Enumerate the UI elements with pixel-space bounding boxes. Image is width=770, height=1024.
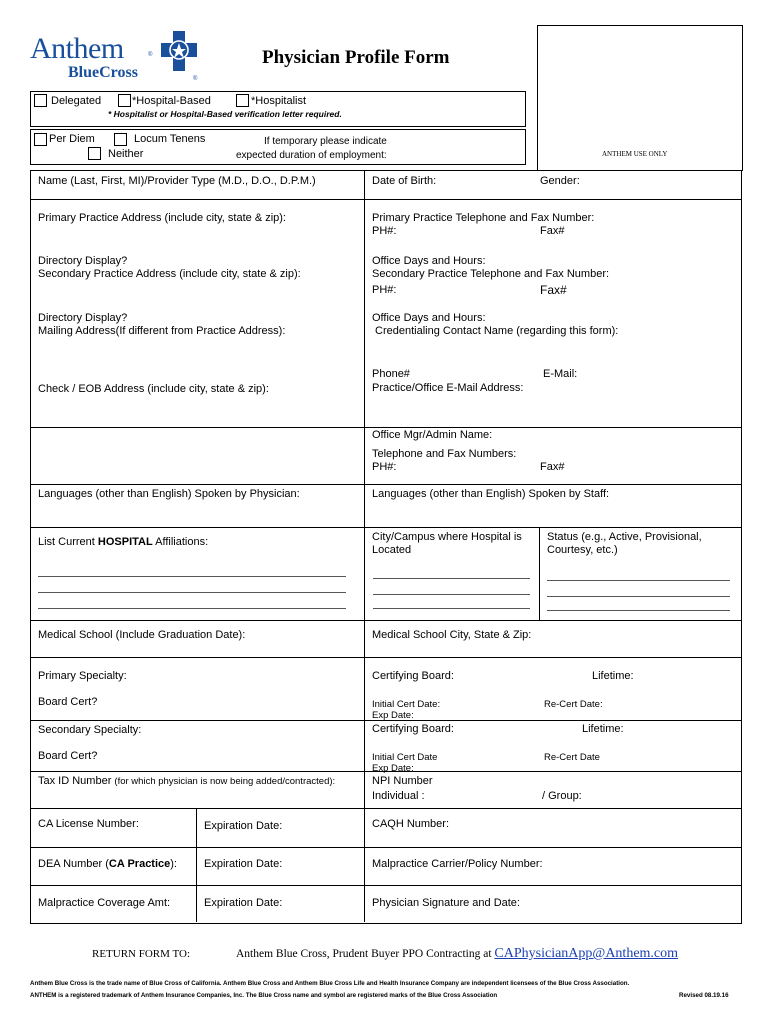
- secondary-practice-address-field[interactable]: Secondary Practice Address (include city, state & zip):: [38, 268, 301, 280]
- neither-label: Neither: [108, 148, 144, 160]
- primary-initial-cert-field[interactable]: Initial Cert Date:: [372, 699, 441, 710]
- temporary-note-line1: If temporary please indicate: [264, 136, 387, 147]
- credentialing-contact-field[interactable]: Credentialing Contact Name (regarding this form):: [375, 325, 619, 337]
- office-mgr-field[interactable]: Office Mgr/Admin Name:: [372, 429, 493, 441]
- logo-anthem-text: Anthem: [30, 32, 124, 65]
- malpractice-carrier-field[interactable]: Malpractice Carrier/Policy Number:: [372, 858, 543, 870]
- contact-email-field[interactable]: E-Mail:: [543, 368, 578, 380]
- physician-signature-field[interactable]: Physician Signature and Date:: [372, 897, 520, 909]
- primary-lifetime-field[interactable]: Lifetime:: [592, 670, 634, 682]
- medical-school-city-field[interactable]: Medical School City, State & Zip:: [372, 629, 532, 641]
- office-ph-field[interactable]: PH#:: [372, 461, 397, 473]
- dea-expiration-field[interactable]: Expiration Date:: [204, 858, 283, 870]
- hospital-status-line-1[interactable]: [547, 580, 730, 581]
- logo-registered: ®: [193, 76, 198, 82]
- city-campus-label-2: Located: [372, 544, 412, 556]
- office-fax-field[interactable]: Fax#: [540, 461, 565, 473]
- delegated-label: Delegated: [51, 95, 102, 107]
- footer-line-2: ANTHEM is a registered trademark of Anthem Insurance Companies, Inc. The Blue Cross name and symbol are registered marks of the Blue Cross Association: [30, 992, 498, 999]
- date-of-birth-field[interactable]: Date of Birth:: [372, 175, 437, 187]
- status-label-1: Status (e.g., Active, Provisional,: [547, 531, 702, 543]
- hospital-city-line-1[interactable]: [373, 578, 530, 579]
- contact-phone-field[interactable]: Phone#: [372, 368, 410, 380]
- secondary-phone-fax-label: Secondary Practice Telephone and Fax Number:: [372, 268, 610, 280]
- secondary-initial-cert-field[interactable]: Initial Cert Date: [372, 752, 438, 763]
- gender-field[interactable]: Gender:: [540, 175, 580, 187]
- name-provider-type-field[interactable]: Name (Last, First, MI)/Provider Type (M.D., D.O., D.P.M.): [38, 175, 316, 187]
- primary-fax-field[interactable]: Fax#: [540, 225, 565, 237]
- return-email-link[interactable]: CAPhysicianApp@Anthem.com: [494, 946, 679, 961]
- caqh-field[interactable]: CAQH Number:: [372, 818, 450, 830]
- anthem-logo: [30, 30, 205, 86]
- check-eob-address-field[interactable]: Check / EOB Address (include city, state & zip):: [38, 383, 269, 395]
- hospital-affiliation-line-3[interactable]: [38, 608, 346, 609]
- verification-note: * Hospitalist or Hospital-Based verification letter required.: [108, 109, 342, 119]
- primary-practice-address-field[interactable]: Primary Practice Address (include city, state & zip):: [38, 212, 286, 224]
- primary-recert-field[interactable]: Re-Cert Date:: [544, 699, 603, 710]
- dea-number-field[interactable]: DEA Number (CA Practice):: [38, 858, 177, 870]
- ca-license-field[interactable]: CA License Number:: [38, 818, 139, 830]
- neither-checkbox[interactable]: [88, 147, 101, 160]
- return-form-label: RETURN FORM TO:: [92, 948, 191, 960]
- medical-school-field[interactable]: Medical School (Include Graduation Date):: [38, 629, 246, 641]
- primary-ph-field[interactable]: PH#:: [372, 225, 397, 237]
- locum-tenens-checkbox[interactable]: [114, 133, 127, 146]
- secondary-ph-field[interactable]: PH#:: [372, 284, 397, 296]
- secondary-fax-field[interactable]: Fax#: [540, 283, 567, 297]
- delegated-checkbox[interactable]: [34, 94, 47, 107]
- npi-group-field[interactable]: / Group:: [542, 790, 582, 802]
- per-diem-checkbox[interactable]: [34, 133, 47, 146]
- languages-staff-field[interactable]: Languages (other than English) Spoken by Staff:: [372, 488, 610, 500]
- secondary-recert-field[interactable]: Re-Cert Date: [544, 752, 600, 763]
- primary-phone-fax-label: Primary Practice Telephone and Fax Number:: [372, 212, 595, 224]
- blue-cross-icon: [160, 30, 198, 74]
- directory-display-label-1[interactable]: Directory Display?: [38, 255, 128, 267]
- primary-certifying-board-field[interactable]: Certifying Board:: [372, 670, 454, 682]
- locum-tenens-label: Locum Tenens: [134, 133, 206, 145]
- mailing-address-field[interactable]: Mailing Address(If different from Practice Address):: [38, 325, 286, 337]
- city-campus-label-1: City/Campus where Hospital is: [372, 531, 522, 543]
- hospital-status-line-2[interactable]: [547, 596, 730, 597]
- logo-bluecross-text: BlueCross: [68, 64, 138, 81]
- hospital-city-line-3[interactable]: [373, 608, 530, 609]
- hospital-status-line-3[interactable]: [547, 610, 730, 611]
- npi-individual-field[interactable]: Individual :: [372, 790, 425, 802]
- footer-revised: Revised 08.19.16: [679, 992, 729, 999]
- directory-display-label-2[interactable]: Directory Display?: [38, 312, 128, 324]
- secondary-exp-date-field[interactable]: Exp Date:: [372, 763, 414, 774]
- hospital-based-checkbox[interactable]: [118, 94, 131, 107]
- hospital-affiliation-line-1[interactable]: [38, 576, 346, 577]
- secondary-specialty-field[interactable]: Secondary Specialty:: [38, 724, 142, 736]
- anthem-use-only-label: ANTHEM USE ONLY: [602, 150, 668, 158]
- temporary-note-line2: expected duration of employment:: [236, 150, 387, 161]
- return-form-text: Anthem Blue Cross, Prudent Buyer PPO Contracting at CAPhysicianApp@Anthem.com: [236, 946, 679, 961]
- footer-line-1: Anthem Blue Cross is the trade name of Blue Cross of California. Anthem Blue Cross and Anthem Blue Cross Life and Health Insurance Company are independent licensees of the Blue Cross Association.: [30, 980, 630, 987]
- hospital-based-label: *Hospital-Based: [132, 95, 211, 107]
- form-title: Physician Profile Form: [262, 47, 450, 68]
- hospital-city-line-2[interactable]: [373, 594, 530, 595]
- status-label-2: Courtesy, etc.): [547, 544, 618, 556]
- hospitalist-label: *Hospitalist: [251, 95, 307, 107]
- hospitalist-checkbox[interactable]: [236, 94, 249, 107]
- malpractice-expiration-field[interactable]: Expiration Date:: [204, 897, 283, 909]
- secondary-certifying-board-field[interactable]: Certifying Board:: [372, 723, 454, 735]
- hospital-affiliation-line-2[interactable]: [38, 592, 346, 593]
- logo-trademark: ®: [148, 52, 153, 58]
- per-diem-label: Per Diem: [49, 133, 95, 145]
- practice-email-field[interactable]: Practice/Office E-Mail Address:: [372, 382, 524, 394]
- primary-office-days-field[interactable]: Office Days and Hours:: [372, 255, 486, 267]
- ca-license-expiration-field[interactable]: Expiration Date:: [204, 820, 283, 832]
- tax-id-field[interactable]: Tax ID Number (for which physician is now being added/contracted):: [38, 775, 336, 787]
- npi-label: NPI Number: [372, 775, 433, 787]
- hospital-affiliations-label: List Current HOSPITAL Affiliations:: [38, 536, 209, 548]
- secondary-board-cert-field[interactable]: Board Cert?: [38, 750, 98, 762]
- secondary-lifetime-field[interactable]: Lifetime:: [582, 723, 624, 735]
- primary-exp-date-field[interactable]: Exp Date:: [372, 710, 414, 721]
- secondary-office-days-field[interactable]: Office Days and Hours:: [372, 312, 486, 324]
- languages-physician-field[interactable]: Languages (other than English) Spoken by Physician:: [38, 488, 300, 500]
- primary-board-cert-field[interactable]: Board Cert?: [38, 696, 98, 708]
- office-tel-fax-label: Telephone and Fax Numbers:: [372, 448, 517, 460]
- malpractice-amount-field[interactable]: Malpractice Coverage Amt:: [38, 897, 171, 909]
- primary-specialty-field[interactable]: Primary Specialty:: [38, 670, 127, 682]
